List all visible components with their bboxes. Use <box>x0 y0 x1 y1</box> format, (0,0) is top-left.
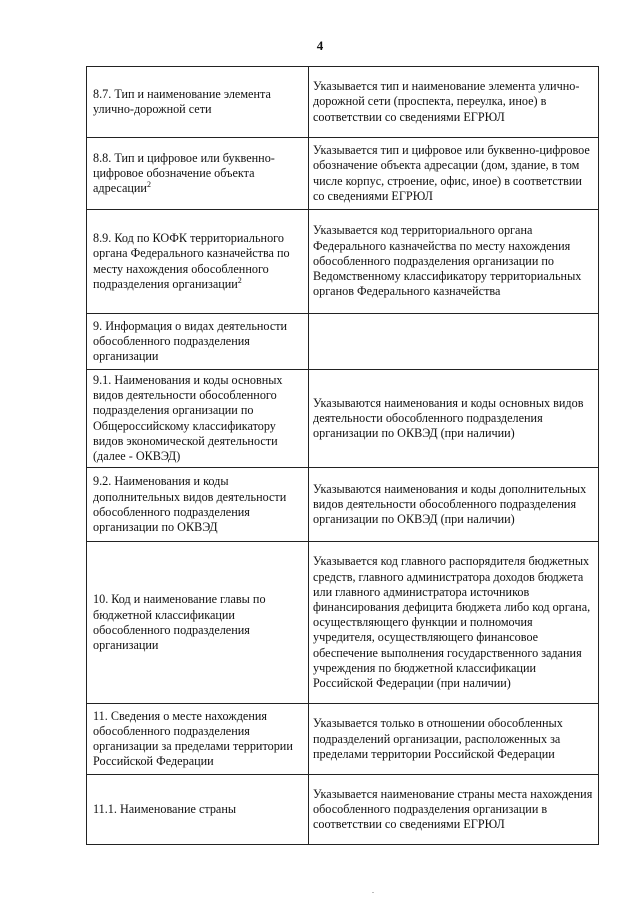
field-name: 9.2. Наименования и коды дополнительных видов деятельности обособленного подразделения организации по ОКВЭД <box>93 474 287 534</box>
table-row <box>87 210 599 314</box>
table-row <box>87 314 599 370</box>
field-name: 11. Сведения о месте нахождения обособленного подразделения организации за пределами территории Российской Федерации <box>93 708 293 769</box>
field-description: Указывается тип и наименование элемента улично-дорожной сети (проспекта, переулка, иное) в соответствии со сведениями ЕГРЮЛ <box>309 67 599 138</box>
field-description <box>309 314 599 370</box>
field-description: Указываются наименования и коды основных видов деятельности обособленного подразделения организации по ОКВЭД (при наличии) <box>309 370 599 468</box>
table-row <box>87 542 599 704</box>
table-row <box>87 775 599 845</box>
table-row <box>87 138 599 210</box>
field-name: 8.9. Код по КОФК территориального органа Федерального казначейства по месту нахождения обособленного подразделения организации <box>93 231 290 291</box>
field-name: 9. Информация о видах деятельности обособленного подразделения организации <box>93 318 288 364</box>
field-name-cell <box>87 210 309 314</box>
field-description: Указывается код главного распорядителя бюджетных средств, главного администратора доходов бюджета или главного администратора источников финансирования дефицита бюджета либо код органа, осуществляющего функции и полномочия учредителя, осуществляющего финансовое обеспечение выполнения государственного задания учреждения по бюджетной классификации Российской Федерации (при наличии) <box>309 542 599 704</box>
field-description: Указывается код территориального органа Федерального казначейства по месту нахождения обособленного подразделения организации по Ведомственному классификатору территориальных органов Федерального казначейства <box>309 210 599 314</box>
footnote-ref: 2 <box>237 275 242 285</box>
field-name-cell <box>87 468 309 542</box>
field-description: Указываются наименования и коды дополнительных видов деятельности обособленного подразделения организации по ОКВЭД (при наличии) <box>309 468 599 542</box>
field-name-cell <box>87 138 309 210</box>
scan-artifact <box>372 892 374 893</box>
footnote-ref: 2 <box>146 180 151 190</box>
field-name-cell <box>87 67 309 138</box>
table-row <box>87 704 599 775</box>
table-row <box>87 468 599 542</box>
field-name-cell <box>87 370 309 468</box>
fields-table <box>86 66 599 845</box>
field-description: Указывается тип и цифровое или буквенно-цифровое обозначение объекта адресации (дом, здание, в том числе корпус, строение, офис, иное) в соответствии со сведениями ЕГРЮЛ <box>309 138 599 210</box>
field-name-cell <box>87 314 309 370</box>
field-description: Указывается только в отношении обособленных подразделений организации, расположенных за пределами территории Российской Федерации <box>309 704 599 775</box>
field-name-cell <box>87 542 309 704</box>
table-row <box>87 67 599 138</box>
field-name-cell <box>87 704 309 775</box>
field-description: Указывается наименование страны места нахождения обособленного подразделения организации в соответствии со сведениями ЕГРЮЛ <box>309 775 599 845</box>
field-name-cell <box>87 775 309 845</box>
field-name: 8.7. Тип и наименование элемента улично-дорожной сети <box>93 86 271 116</box>
table-row <box>87 370 599 468</box>
field-name: 8.8. Тип и цифровое или буквенно-цифровое обозначение объекта адресации <box>93 150 275 196</box>
field-name: 10. Код и наименование главы по бюджетной классификации обособленного подразделения организации <box>93 592 266 652</box>
field-name: 9.1. Наименования и коды основных видов деятельности обособленного подразделения организации по Общероссийскому классификатору видов экономической деятельности (далее - ОКВЭД) <box>93 373 283 464</box>
field-name: 11.1. Наименование страны <box>93 802 237 817</box>
page-number: 4 <box>316 38 324 53</box>
